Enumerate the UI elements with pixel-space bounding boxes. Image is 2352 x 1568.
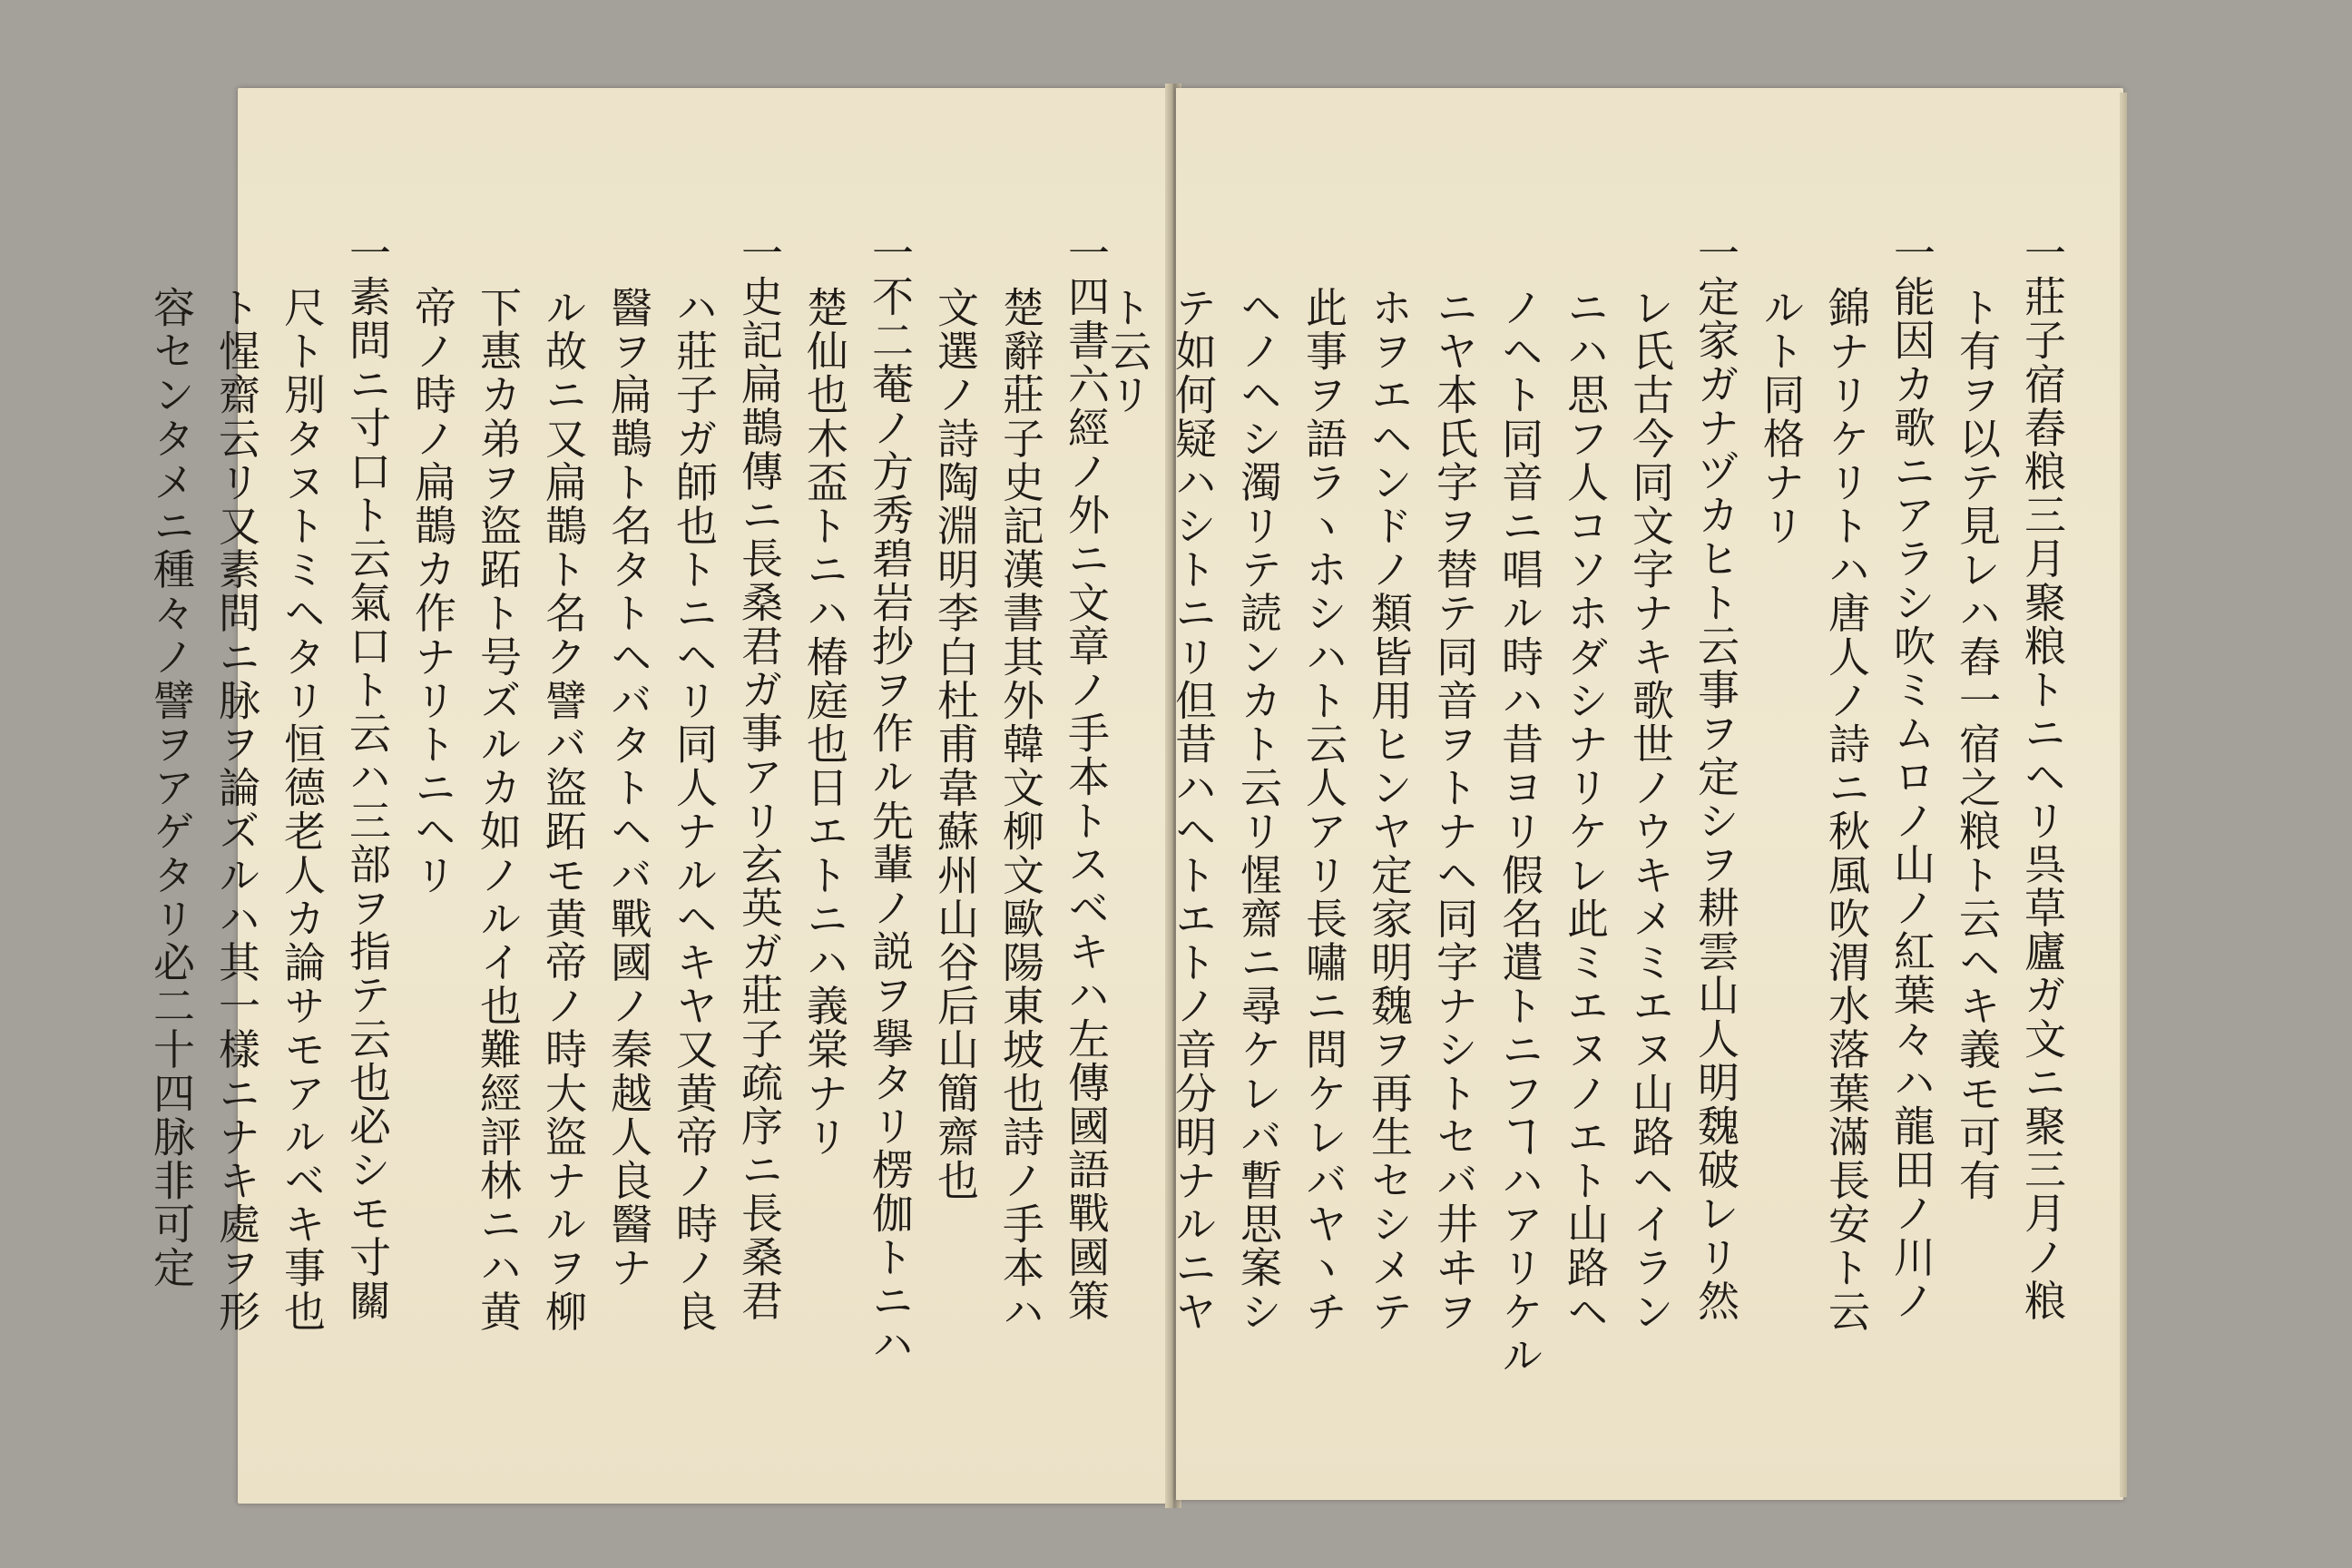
text-column: ヘノヘシ濁リテ読ンカト云リ惺齋ニ尋ケレバ暫思案シ <box>1234 286 1283 1334</box>
text-column: ノヘト同音ニ唱ル時ハ昔ヨリ假名遣トニフヿハアリケル <box>1495 286 1544 1377</box>
text-column: ル故ニ又扁鵲ト名ク譬バ盜跖モ黄帝ノ時大盜ナルヲ柳 <box>539 286 588 1334</box>
left-page-text <box>127 231 1111 1367</box>
text-column: 一不二菴ノ方秀碧岩抄ヲ作ル先輩ノ説ヲ擧タリ楞伽トニハ <box>866 231 915 1367</box>
text-column: ト云リ <box>1103 286 1152 417</box>
text-column: 下惠カ弟ヲ盜跖ト号ズルカ如ノルイ也難經評林ニハ黄 <box>474 286 523 1334</box>
text-column: ハ莊子ガ師也トニヘリ同人ナルヘキヤ又黄帝ノ時ノ良 <box>670 286 719 1334</box>
left-page <box>147 88 1171 1504</box>
text-column: 楚辭莊子史記漢書其外韓文柳文歐陽東坡也詩ノ手本ハ <box>996 286 1045 1334</box>
text-column: レ氏古今同文字ナキ歌世ノウキメミエヌ山路ヘイラン <box>1626 286 1675 1334</box>
text-column: 文選ノ詩陶淵明李白杜甫韋蘇州山谷后山簡齋也 <box>931 286 980 1203</box>
text-column: 一定家ガナヅカヒト云事ヲ定シヲ耕雲山人明魏破レリ然 <box>1691 231 1740 1323</box>
right-page <box>1103 88 2123 1500</box>
text-column: ト有ヲ以テ見レハ舂一宿之粮ト云ヘキ義モ可有 <box>1953 286 2002 1203</box>
text-column: ニヤ本氏字ヲ替テ同音ヲトナヘ同字ナシトセバ井ヰヲ <box>1430 286 1479 1334</box>
text-column: 尺ト別タヌトミヘタリ恒德老人カ論サモアルベキ事也 <box>278 286 327 1334</box>
text-column: テ如何疑ハシトニリ但昔ハヘトエトノ音分明ナルニヤ <box>1169 286 1218 1334</box>
text-column: 楚仙也木盃トニハ椿庭也日エトニハ義棠ナリ <box>800 286 849 1159</box>
text-column: 一四書六經ノ外ニ文章ノ手本トスベキハ左傳國語戰國策 <box>1062 231 1111 1323</box>
text-column: 一莊子宿舂粮三月聚粮トニヘリ呉草廬ガ文ニ聚三月ノ粮 <box>2018 231 2067 1323</box>
text-column: 錦ナリケリトハ唐人ノ詩ニ秋風吹渭水落葉滿長安ト云 <box>1822 286 1871 1334</box>
text-column: 一素問ニ寸口ト云氣口ト云ハ三部ヲ指テ云也必シモ寸關 <box>343 231 392 1323</box>
text-column: 此事ヲ語ラヽホシハト云人アリ長嘯ニ問ケレバヤヽチ <box>1299 286 1348 1334</box>
text-column: ニハ思フ人コソホダシナリケレ此ミエヌノエト山路ヘ <box>1561 286 1610 1334</box>
page-edge <box>2120 93 2127 1497</box>
text-column: 醫ヲ扁鵲ト名タトヘバタトヘバ戰國ノ秦越人良醫ナ <box>604 286 653 1290</box>
text-column: 一史記扁鵲傳ニ長桑君ガ事アリ玄英ガ莊子疏序ニ長桑君 <box>735 231 784 1323</box>
text-column: ホヲエヘンドノ類皆用ヒンヤ定家明魏ヲ再生セシメテ <box>1365 286 1414 1334</box>
text-column: 一能因カ歌ニアラシ吹ミムロノ山ノ紅葉々ハ龍田ノ川ノ <box>1887 231 1936 1323</box>
text-column: 容センタメニ種々ノ譬ヲアゲタリ必二十四脉非可定 <box>147 286 196 1290</box>
right-page-text <box>1083 231 2067 1377</box>
text-column: 帝ノ時ノ扁鵲カ作ナリトニヘリ <box>408 286 457 897</box>
text-column: ト惺齋云リ又素問ニ脉ヲ論ズルハ其一樣ニナキ處ヲ形 <box>212 286 261 1334</box>
text-column: ルト同格ナリ <box>1757 286 1806 548</box>
